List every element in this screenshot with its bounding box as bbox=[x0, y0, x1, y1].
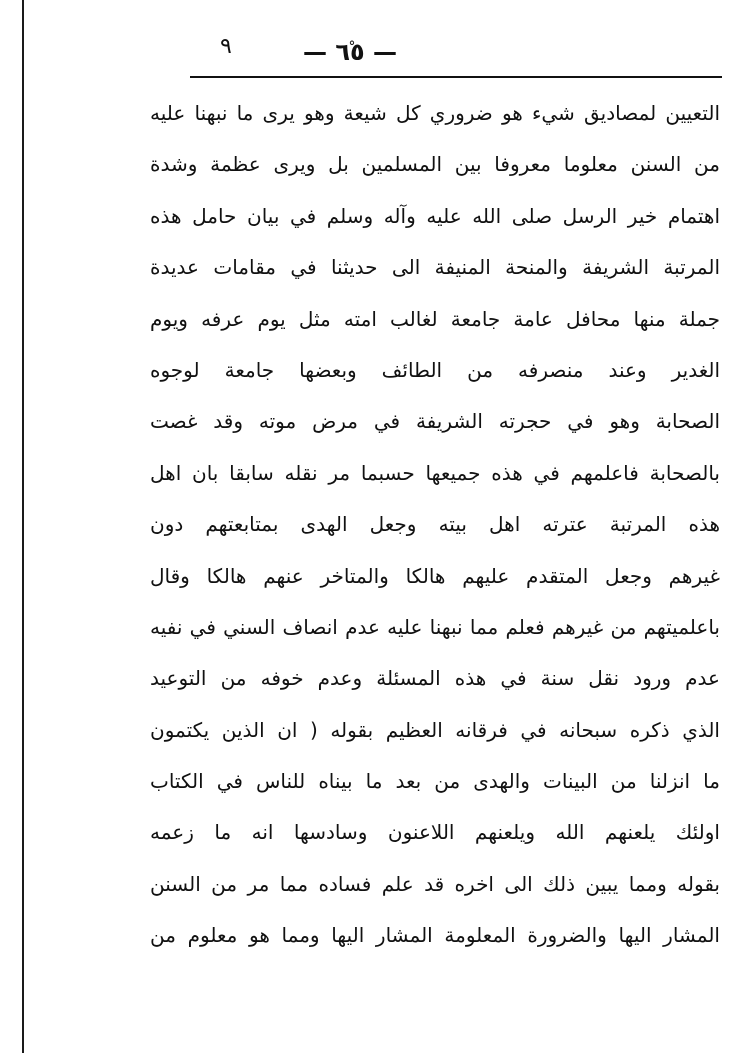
text-line: الذي ذكره سبحانه في فرقانه العظيم بقوله ( ان الذين يكتمون bbox=[150, 717, 720, 742]
page-header bbox=[180, 34, 510, 78]
text-line: باعلميتهم من غيرهم فعلم مما نبهنا عليه عدم انصاف السني في نفيه bbox=[150, 614, 720, 639]
text-line: عدم ورود نقل سنة في هذه المسئلة وعدم خوفه من التوعيد bbox=[150, 666, 720, 691]
text-line: بقوله ومما يبين ذلك الى اخره قد علم فساده مما مر من السنن bbox=[150, 871, 720, 896]
text-line: بالصحابة فاعلمهم في هذه جميعها حسبما مر نقله سابقا بان اهل bbox=[150, 460, 720, 485]
page-number-value: ٦٥ bbox=[335, 38, 365, 66]
text-line: التعيين لمصاديق شيء هو ضروري كل شيعة وهو يرى ما نبهنا عليه bbox=[150, 101, 720, 125]
body-text bbox=[150, 88, 720, 962]
text-line: الغدير وعند منصرفه من الطائف وبعضها جامعة لوجوه bbox=[150, 357, 720, 382]
text-line: ما انزلنا من البينات والهدى من بعد ما بيناه للناس في الكتاب bbox=[150, 769, 720, 794]
header-rule bbox=[190, 76, 722, 78]
text-line: من السنن معلوما معروفا بين المسلمين بل ويرى عظمة وشدة bbox=[150, 152, 720, 177]
text-line: هذه المرتبة عترته اهل بيته وجعل الهدى بمتابعتهم دون bbox=[150, 512, 720, 537]
text-line: الصحابة وهو في حجرته الشريفة في مرض موته وقد غصت bbox=[150, 409, 720, 434]
header-left-mark: ٩ bbox=[220, 34, 232, 59]
text-line: جملة منها محافل عامة جامعة لغالب امته مثل يوم عرفه ويوم bbox=[150, 306, 720, 331]
page-number: — ٦٥ — bbox=[302, 38, 397, 66]
text-line: المرتبة الشريفة والمنحة المنيفة الى حديثنا في مقامات عديدة bbox=[150, 255, 720, 280]
text-line: اهتمام خير الرسل صلى الله عليه وآله وسلم في بيان حامل هذه bbox=[150, 203, 720, 228]
text-line: اولئك يلعنهم الله ويلعنهم اللاعنون وسادسها انه ما زعمه bbox=[150, 820, 720, 845]
left-margin-rule bbox=[22, 0, 24, 1053]
text-line: المشار اليها والضرورة المعلومة المشار اليها ومما هو معلوم من bbox=[150, 923, 720, 948]
text-line: غيرهم وجعل المتقدم عليهم هالكا والمتاخر عنهم هالكا وقال bbox=[150, 563, 720, 588]
